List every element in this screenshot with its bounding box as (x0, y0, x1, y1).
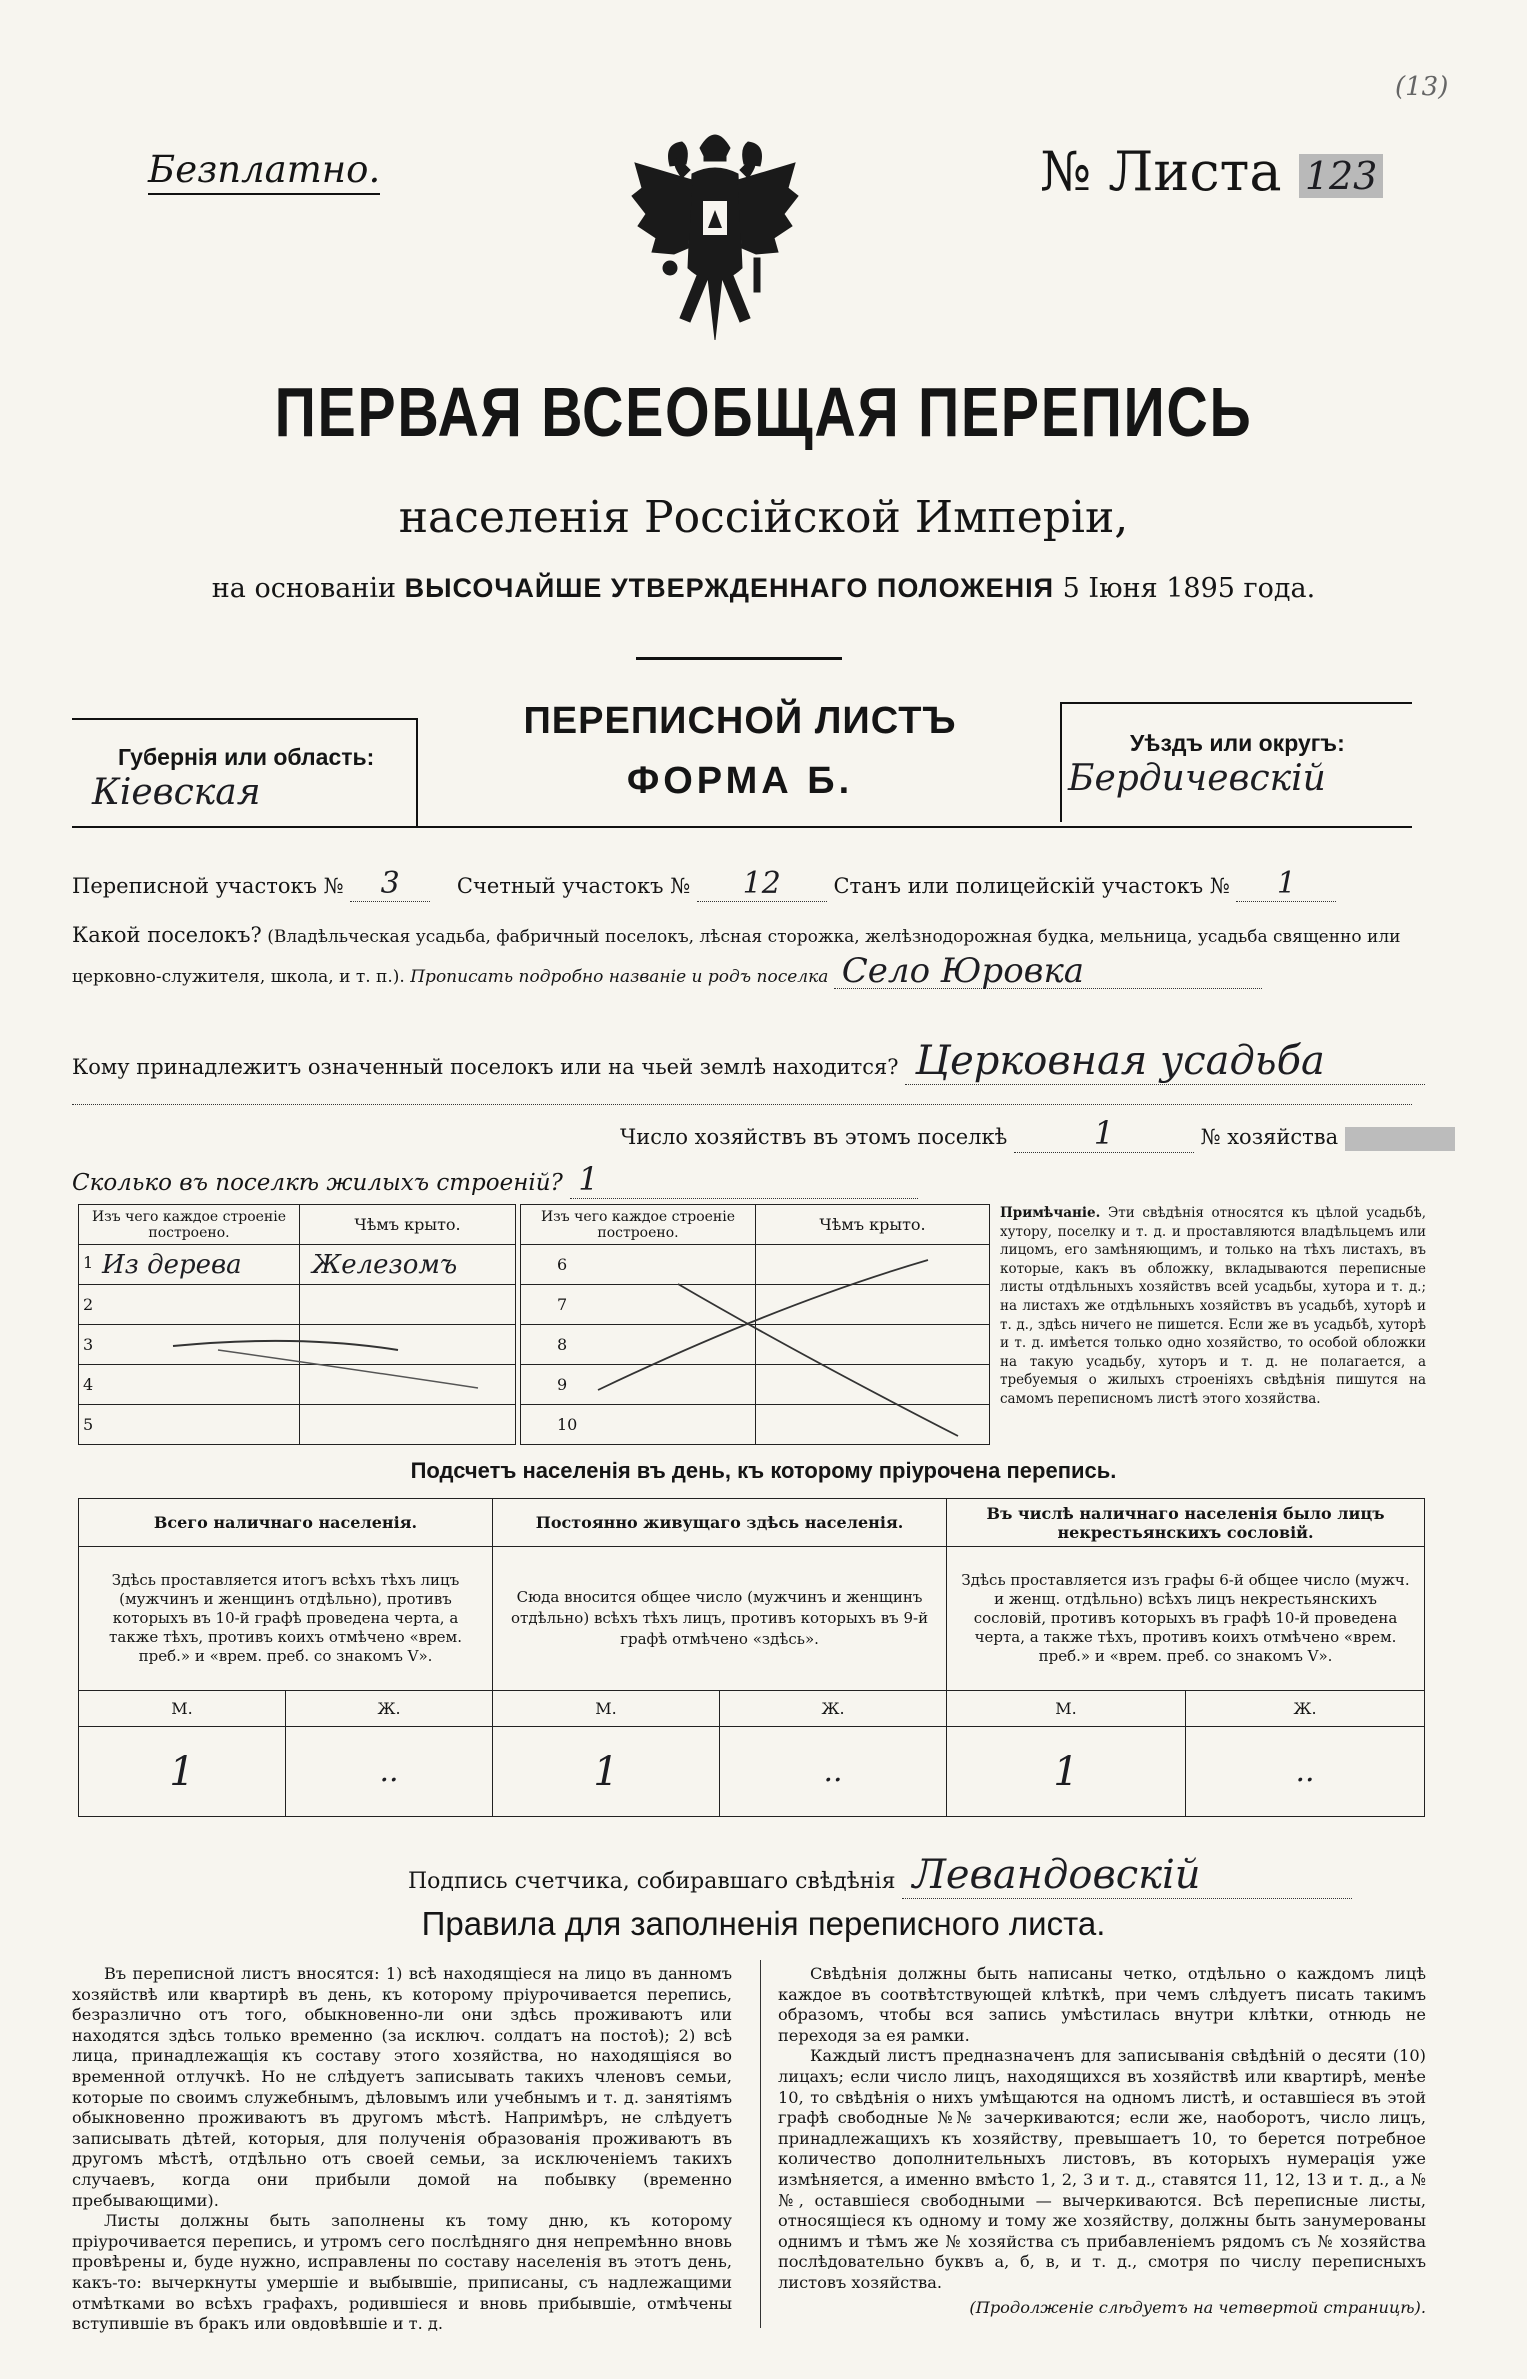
census-subtitle: населенія Россійской Имперіи, (398, 492, 1129, 543)
permanent-title: Постоянно живущаго здѣсь населенія. (493, 1499, 947, 1547)
row-number: 3 (79, 1325, 300, 1365)
households-value: 1 (1014, 1114, 1194, 1153)
settlement-label: Какой поселокъ? (72, 923, 262, 947)
uezd-label: Уѣздъ или округъ: (1130, 730, 1345, 756)
count-values-row (79, 1727, 1425, 1817)
imperial-eagle-emblem (630, 118, 800, 358)
total-female: .. (286, 1727, 493, 1817)
nonpeasant-desc: Здѣсь проставляется изъ графы 6-й общее число (мужч. и женщ. отдѣльно) всѣхъ лицъ некрестьянскихъ сословій, противъ которыхъ въ графѣ 10-й проведена черта, а также тѣхъ, противъ коихъ отмѣчено «врем. преб.» и «врем. преб. со знакомъ V». (947, 1547, 1425, 1691)
buildings-value: 1 (570, 1160, 918, 1199)
buildings-line (72, 1160, 918, 1199)
permanent-desc: Сюда вносится общее число (мужчинъ и женщинъ отдѣльно) всѣхъ тѣхъ лицъ, противъ которыхъ въ 9-й графѣ отмѣчено «здѣсь». (493, 1547, 947, 1691)
count-title-row (79, 1499, 1425, 1547)
row-number: 4 (79, 1365, 300, 1405)
rules-paragraph: Въ переписной листъ вносятся: 1) всѣ находящіеся на лицо въ данномъ хозяйствѣ или квартирѣ въ день, къ которому пріурочивается перепись, безразлично отъ того, обыкновенно-ли они здѣсь проживаютъ или находятся здѣсь только временно (за исключ. солдатъ на постоѣ); 2) всѣ лица, принадлежащія къ составу этого хозяйства, но находящіяся во временной отлучкѣ. Но не слѣдуетъ записывать такихъ членовъ семьи, которые по своимъ служебнымъ, дѣловымъ или учебнымъ и т. д. занятіямъ обыкновенно проживаютъ въ другомъ мѣстѣ. Напримѣръ, не слѣдуетъ записывать дѣтей, которыя, для полученія образованія проживаютъ въ другомъ мѣстѣ, отдѣльно отъ своей семьи, за исключеніемъ такихъ случаевъ, когда они прибыли домой на побывку (временно пребывающими). (72, 1964, 732, 2210)
female-header: Ж. (720, 1691, 947, 1727)
counting-district-label: Счетный участокъ № (456, 874, 691, 898)
female-header: Ж. (1186, 1691, 1425, 1727)
households-label: Число хозяйствъ въ этомъ поселкѣ (620, 1125, 1008, 1149)
sheet-title: ПЕРЕПИСНОЙ ЛИСТЪ (523, 700, 957, 742)
rules-paragraph: Каждый листъ предназначенъ для записыванія свѣдѣній о десяти (10) лицахъ; если число лицъ, находящихся въ хозяйствѣ или квартирѣ, менѣе 10, то свѣдѣнія о нихъ умѣщаются на одномъ листѣ, и оставшіеся въ этой графѣ свободные №№ зачеркиваются; если же, наоборотъ, число лицъ, принадлежащихъ къ хозяйству, превышаетъ 10, то берется потребное количество дополнительныхъ листовъ, въ которыхъ нумерація уже измѣняется, а именно вмѣсто 1, 2, 3 и т. д., ставятся 11, 12, 13 и т. д., а №№, оставшіеся свободными — вычеркиваются. Всѣ переписные листы, относящіеся къ одному и тому же хозяйству, должны быть занумерованы однимъ и тѣмъ же № хозяйства съ прибавленіемъ рядомъ съ № хозяйства послѣдовательно буквъ а, б, в, и т. д., смотря по числу переписныхъ листовъ хозяйства. (778, 2046, 1426, 2292)
owner-label: Кому принадлежитъ означенный поселокъ или на чьей землѣ находится? (72, 1055, 899, 1079)
total-male: 1 (79, 1727, 286, 1817)
basis-suffix: 5 Іюня 1895 года. (1062, 573, 1316, 604)
owner-line (72, 1038, 1425, 1085)
row-number: 6 (521, 1245, 756, 1285)
census-basis (0, 573, 1527, 604)
row-number: 9 (521, 1365, 756, 1405)
uezd-box (1060, 702, 1412, 822)
row-roof: Железомъ (300, 1245, 516, 1285)
settlement-hint2: Прописать подробно названіе и родъ поселка (410, 967, 829, 987)
header-rule (72, 826, 1412, 828)
signature-line (408, 1852, 1352, 1899)
settlement-block (72, 918, 1412, 994)
household-no-label: № хозяйства (1200, 1125, 1339, 1149)
note-text: Эти свѣдѣнія относятся къ цѣлой усадьбѣ, хутору, поселку и т. д. и проставляются владѣльцемъ или лицомъ, его замѣняющимъ, и только на тѣхъ листахъ, въ которые, какъ въ обложку, вкладываются переписные листы отдѣльныхъ хозяйствъ всей усадьбы, хутора и т. д.; на листахъ же отдѣльныхъ хозяйствъ въ усадьбѣ, хуторѣ и т. д., здѣсь ничего не пишется. Если же въ усадьбѣ, хуторѣ и т. д. имѣется только одно хозяйство, то особой обложки на такую усадьбу, хуторъ и т. д. не полагается, а требуемыя о жилыхъ строеніяхъ свѣдѣнія пишутся на самомъ переписномъ листѣ этого хозяйства. (1000, 1205, 1427, 1407)
count-heading: Подсчетъ населенія въ день, къ которому пріурочена перепись. (410, 1458, 1117, 1483)
rules-right-column (778, 1964, 1426, 2318)
census-title: ПЕРВАЯ ВСЕОБЩАЯ ПЕРЕПИСЬ (274, 373, 1253, 451)
nonpeasant-title: Въ числѣ наличнаго населенія было лицъ некрестьянскихъ сословій. (947, 1499, 1425, 1547)
household-no-value (1345, 1127, 1455, 1151)
nonpeasant-male: 1 (947, 1727, 1186, 1817)
population-count-table (78, 1498, 1425, 1817)
gubernia-value: Кіевская (92, 772, 261, 813)
settlement-hint: (Владѣльческая усадьба, фабричный поселокъ, лѣсная сторожка, желѣзнодорожная будка, мельница, усадьба священно или церковно-служителя, школа, и т. п.). (72, 927, 1401, 987)
row-material: Из дерева (102, 1249, 242, 1280)
male-header: М. (493, 1691, 720, 1727)
permanent-male: 1 (493, 1727, 720, 1817)
census-district-label: Переписной участокъ № (72, 874, 344, 898)
row-number: 2 (79, 1285, 300, 1325)
district-line (72, 866, 1336, 902)
gubernia-box (72, 718, 418, 828)
uezd-value: Бердичевскій (1068, 758, 1326, 799)
sheet-number-value: 123 (1299, 154, 1384, 198)
row-number: 7 (521, 1285, 756, 1325)
note-label: Примѣчаніе. (1000, 1205, 1101, 1221)
count-sex-row (79, 1691, 1425, 1727)
sheet-number-label: № Листа (1040, 140, 1282, 203)
corner-mark: (13) (1395, 72, 1449, 102)
col-roof-header: Чѣмъ крыто. (300, 1205, 516, 1245)
title-divider (636, 657, 842, 660)
permanent-female: .. (720, 1727, 947, 1817)
enumerator-signature: Левандовскій (902, 1852, 1352, 1899)
buildings-label: Сколько въ поселкѣ жилыхъ строеній? (72, 1170, 563, 1196)
note-block (1000, 1204, 1426, 1409)
row-number: 1 (83, 1253, 94, 1272)
total-title: Всего наличнаго населенія. (79, 1499, 493, 1547)
rules-paragraph: Свѣдѣнія должны быть написаны четко, отдѣльно о каждомъ лицѣ каждое въ соотвѣтствующей клѣткѣ, при чемъ слѣдуетъ писать такимъ образомъ, чтобы вся запись умѣстилась внутри клѣтки, отнюдь не переходя за ея рамки. (778, 1964, 1426, 2045)
rules-paragraph: Листы должны быть заполнены къ тому дню, къ которому пріурочивается перепись, и утромъ сего послѣдняго дня непремѣнно вновь провѣрены и, буде нужно, исправлены по составу населенія въ этотъ день, какъ-то: вычеркнуты умершіе и выбывшіе, приписаны, съ надлежащими отмѣтками во всѣхъ графахъ, родившіеся и вновь прибывшіе, отмѣчены вступившіе въ бракъ или овдовѣвшіе и т. д. (72, 2211, 732, 2334)
signature-label: Подпись счетчика, собиравшаго свѣдѣнія (408, 1869, 896, 1894)
rules-divider (760, 1960, 761, 2328)
col-roof-header: Чѣмъ крыто. (756, 1205, 990, 1245)
basis-caps: ВЫСОЧАЙШЕ УТВЕРЖДЕННАГО ПОЛОЖЕНІЯ (404, 573, 1055, 603)
settlement-value: Село Юровка (834, 954, 1262, 989)
sheet-number (1040, 140, 1383, 203)
counting-district-value: 12 (697, 866, 827, 902)
owner-blank-line (72, 1104, 1412, 1105)
gubernia-label: Губернія или область: (118, 744, 375, 770)
pen-strikeouts (78, 1204, 990, 1448)
male-header: М. (79, 1691, 286, 1727)
count-desc-row (79, 1547, 1425, 1691)
row-number: 8 (521, 1325, 756, 1365)
row-number: 10 (521, 1405, 756, 1445)
free-label: Безплатно. (148, 148, 380, 195)
stan-label: Станъ или полицейскій участокъ № (833, 874, 1230, 898)
male-header: М. (947, 1691, 1186, 1727)
rules-heading: Правила для заполненія переписного листа. (421, 1905, 1106, 1942)
nonpeasant-female: .. (1186, 1727, 1425, 1817)
rules-continued: (Продолженіе слѣдуетъ на четвертой страницѣ). (969, 2297, 1426, 2317)
census-district-value: 3 (350, 866, 430, 902)
col-material-header: Изъ чего каждое строеніе построено. (79, 1205, 300, 1245)
basis-prefix: на основаніи (211, 573, 397, 604)
form-title: ФОРМА Б. (626, 760, 854, 802)
female-header: Ж. (286, 1691, 493, 1727)
households-line (620, 1114, 1455, 1153)
rules-left-column (72, 1964, 732, 2335)
owner-value: Церковная усадьба (905, 1038, 1425, 1085)
stan-value: 1 (1236, 866, 1336, 902)
col-material-header: Изъ чего каждое строеніе построено. (521, 1205, 756, 1245)
row-number: 5 (79, 1405, 300, 1445)
total-desc: Здѣсь проставляется итогъ всѣхъ тѣхъ лицъ (мужчинъ и женщинъ отдѣльно), противъ которыхъ въ 10-й графѣ проведена черта, а также тѣхъ, противъ коихъ отмѣчено «врем. преб.» и «врем. преб. со знакомъ V». (79, 1547, 493, 1691)
